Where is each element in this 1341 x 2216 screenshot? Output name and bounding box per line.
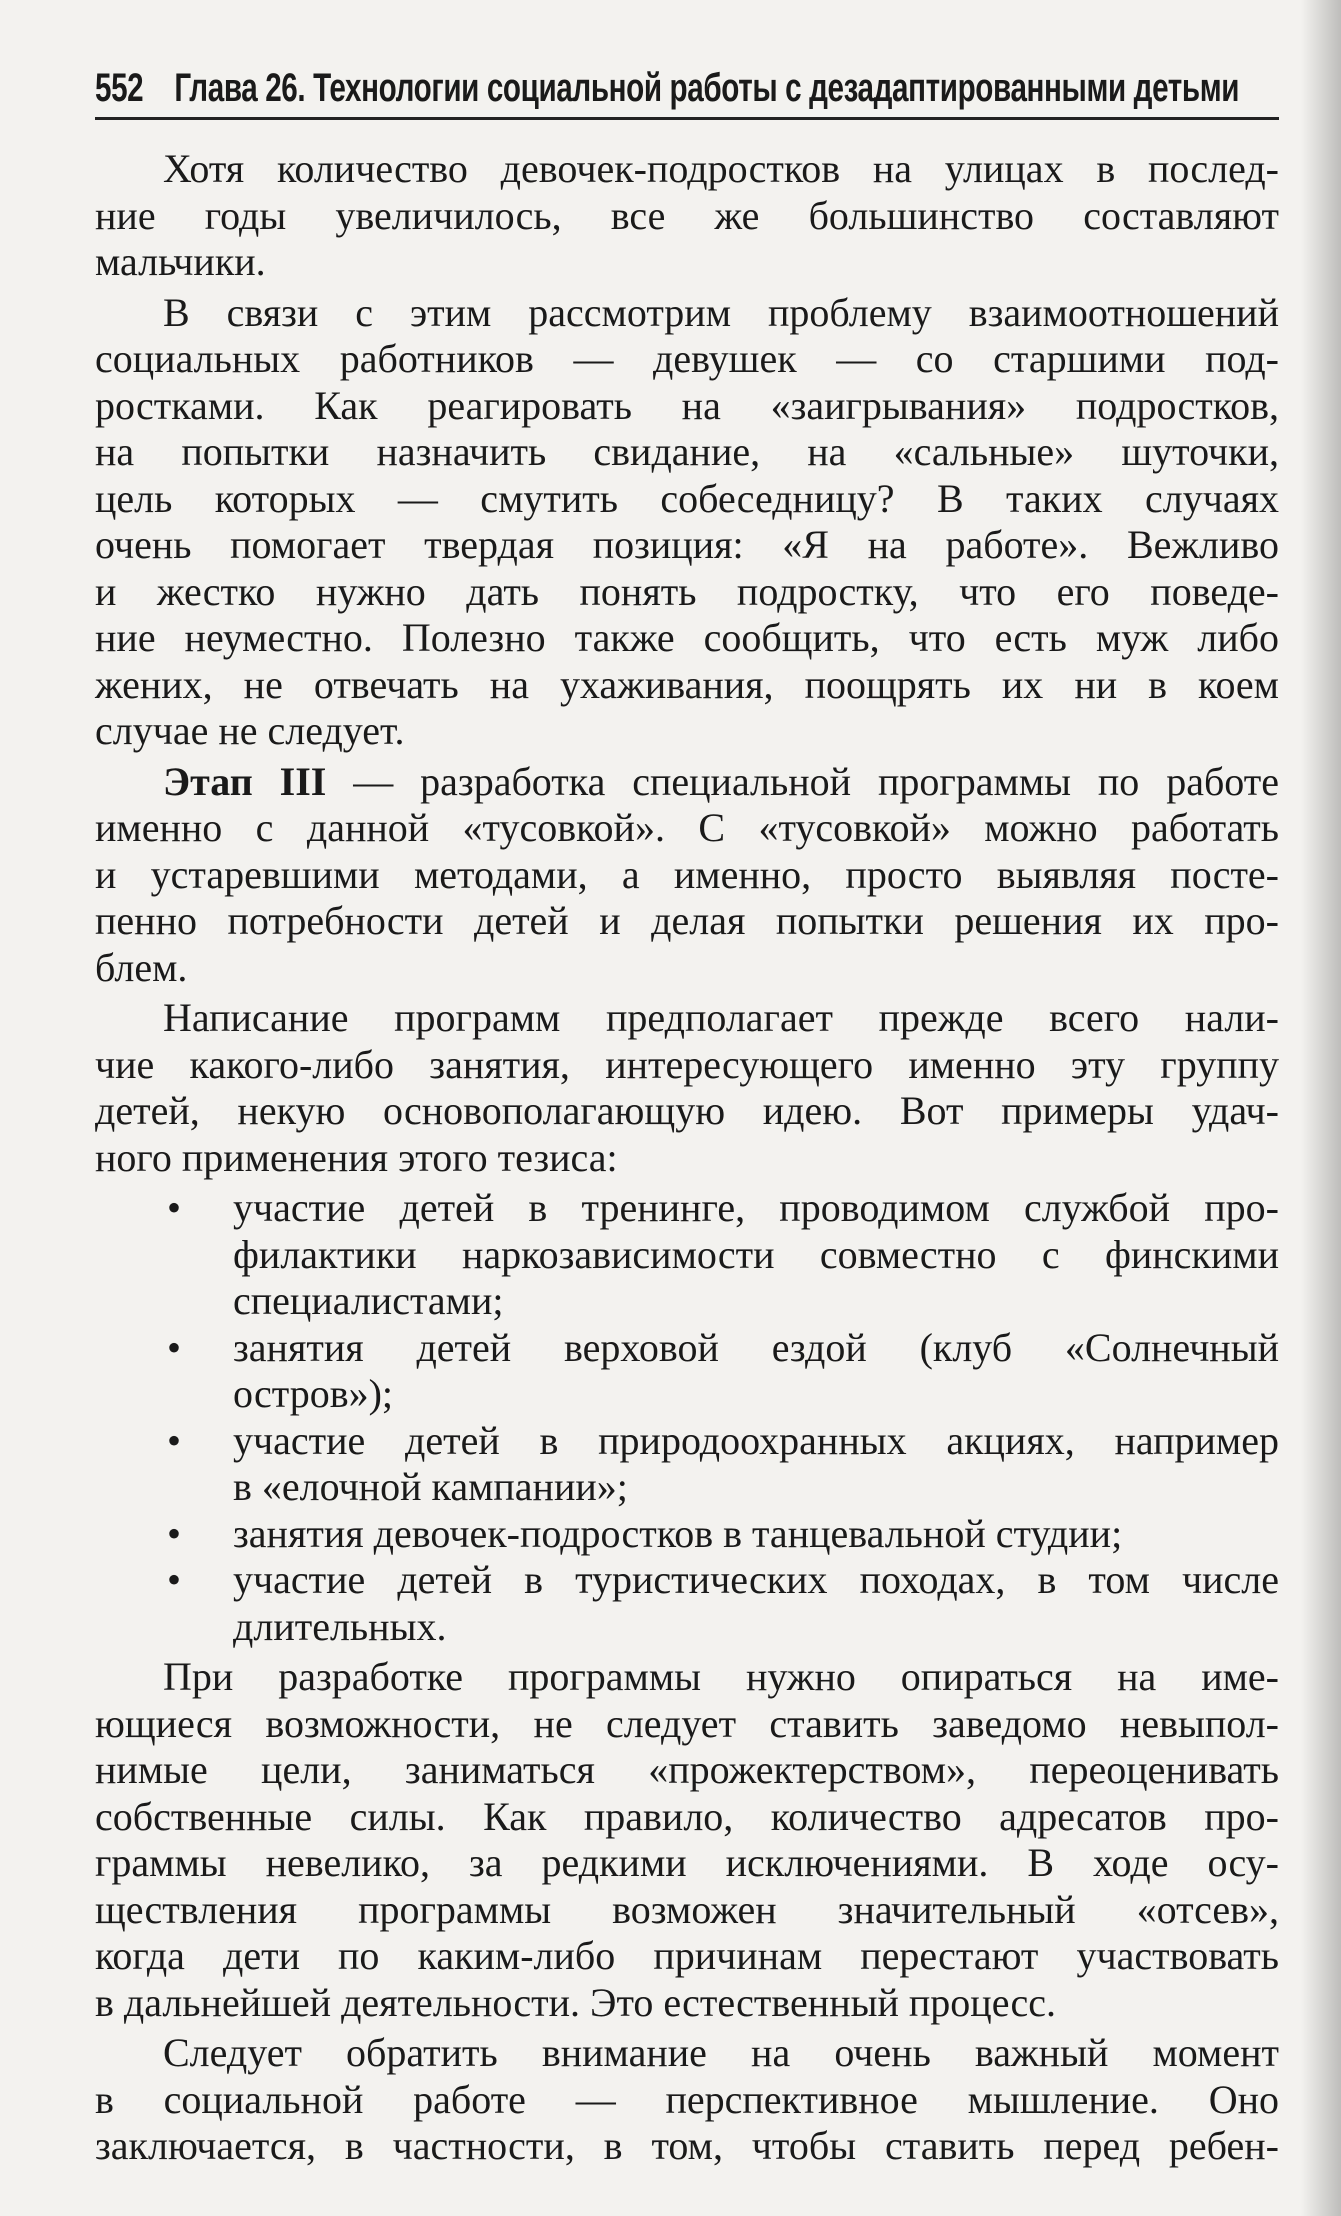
text-line: участие детей в туристических походах, в том числе bbox=[233, 1557, 1279, 1602]
text-line bbox=[95, 759, 1279, 806]
bullet-item bbox=[95, 1418, 1279, 1511]
text-segment: — разработка специальной программы по работе bbox=[326, 758, 1280, 804]
bullet-icon: • bbox=[167, 1324, 182, 1370]
text-line: ростками. Как реагировать на «заигрывания» подростков, bbox=[95, 382, 1279, 428]
text-line: собственные силы. Как правило, количество адресатов про- bbox=[95, 1793, 1279, 1839]
bullet-item bbox=[95, 1511, 1279, 1558]
bullet-item bbox=[95, 1325, 1279, 1418]
running-header bbox=[95, 66, 1279, 110]
text-line: ного применения этого тезиса: bbox=[95, 1134, 618, 1180]
text-line: ние неуместно. Полезно также сообщить, что есть муж либо bbox=[95, 615, 1279, 660]
bullet-item bbox=[95, 1557, 1279, 1650]
bullet-icon: • bbox=[167, 1557, 182, 1602]
text-line: очень помогает твердая позиция: «Я на работе». Вежливо bbox=[95, 522, 1279, 567]
text-line: занятия детей верховой ездой (клуб «Солнечный bbox=[233, 1324, 1279, 1370]
chapter-title: Глава 26. Технологии социальной работы с дезадаптированными детьми bbox=[174, 66, 1240, 110]
text-line: блем. bbox=[95, 944, 188, 990]
text-line: в социальной работе — перспективное мышление. Оно bbox=[95, 2076, 1279, 2122]
text-line: длительных. bbox=[233, 1603, 447, 1649]
text-line: остров»); bbox=[233, 1371, 394, 1416]
page-number: 552 bbox=[95, 66, 144, 110]
text-line: нимые цели, заниматься «прожектерством», переоценивать bbox=[95, 1747, 1279, 1792]
text-line: заключается, в частности, в том, чтобы ставить перед ребен- bbox=[95, 2123, 1279, 2168]
text-line: детей, некую основополагающую идею. Вот примеры удач- bbox=[95, 1088, 1279, 1133]
text-line: ющиеся возможности, не следует ставить заведомо невыпол- bbox=[95, 1700, 1279, 1746]
text-line: При разработке программы нужно опираться на име- bbox=[163, 1654, 1279, 1699]
text-line: Хотя количество девочек-подростков на улицах в послед- bbox=[163, 146, 1279, 191]
bullet-item bbox=[95, 1185, 1279, 1325]
text-line: и жестко нужно дать понять подростку, что его поведе- bbox=[95, 568, 1279, 614]
header-rule bbox=[95, 117, 1279, 120]
paragraph bbox=[95, 2030, 1279, 2170]
text-line: участие детей в тренинге, проводимом службой про- bbox=[233, 1185, 1279, 1230]
body-text bbox=[95, 146, 1279, 2174]
text-line: В связи с этим рассмотрим проблему взаимоотношений bbox=[163, 289, 1279, 335]
text-line: специалистами; bbox=[233, 1278, 504, 1323]
text-line: ние годы увеличилось, все же большинство составляют bbox=[95, 192, 1279, 238]
text-line: ществления программы возможен значительный «отсев», bbox=[95, 1886, 1279, 1932]
text-line: случае не следует. bbox=[95, 708, 405, 753]
bullet-icon: • bbox=[167, 1417, 182, 1463]
bold-lead: Этап III bbox=[163, 758, 327, 804]
text-line: Написание программ предполагает прежде всего нали- bbox=[163, 995, 1279, 1040]
bullet-icon: • bbox=[167, 1185, 182, 1230]
text-line: когда дети по каким-либо причинам перестают участвовать bbox=[95, 1933, 1279, 1978]
text-line: социальных работников — девушек — со старшими под- bbox=[95, 336, 1279, 381]
bullet-list bbox=[95, 1185, 1279, 1650]
paragraph bbox=[95, 146, 1279, 286]
page-edge-shadow bbox=[1301, 0, 1341, 2216]
paragraph bbox=[95, 995, 1279, 1181]
text-line: филактики наркозависимости совместно с финскими bbox=[233, 1231, 1279, 1277]
text-line: жених, не отвечать на ухаживания, поощрять их ни в коем bbox=[95, 661, 1279, 707]
text-line: участие детей в природоохранных акциях, например bbox=[233, 1417, 1279, 1463]
text-line: и устаревшими методами, а именно, просто выявляя посте- bbox=[95, 851, 1279, 897]
text-line: мальчики. bbox=[95, 239, 266, 284]
text-line: Следует обратить внимание на очень важный момент bbox=[163, 2030, 1279, 2075]
text-line: в «елочной кампании»; bbox=[233, 1464, 628, 1509]
bullet-icon: • bbox=[167, 1510, 182, 1556]
paragraph bbox=[95, 759, 1279, 992]
text-line: граммы невелико, за редкими исключениями. В ходе осу- bbox=[95, 1840, 1279, 1885]
text-line: цель которых — смутить собеседницу? В таких случаях bbox=[95, 475, 1279, 521]
text-line: чие какого-либо занятия, интересующего именно эту группу bbox=[95, 1041, 1279, 1087]
text-line: в дальнейшей деятельности. Это естественный процесс. bbox=[95, 1979, 1056, 2025]
text-line: занятия девочек-подростков в танцевальной студии; bbox=[233, 1510, 1123, 1556]
text-line: пенно потребности детей и делая попытки решения их про- bbox=[95, 898, 1279, 943]
text-line: именно с данной «тусовкой». С «тусовкой» можно работать bbox=[95, 805, 1279, 850]
text-line: на попытки назначить свидание, на «сальные» шуточки, bbox=[95, 429, 1279, 474]
paragraph bbox=[95, 1654, 1279, 2026]
paragraph bbox=[95, 290, 1279, 755]
